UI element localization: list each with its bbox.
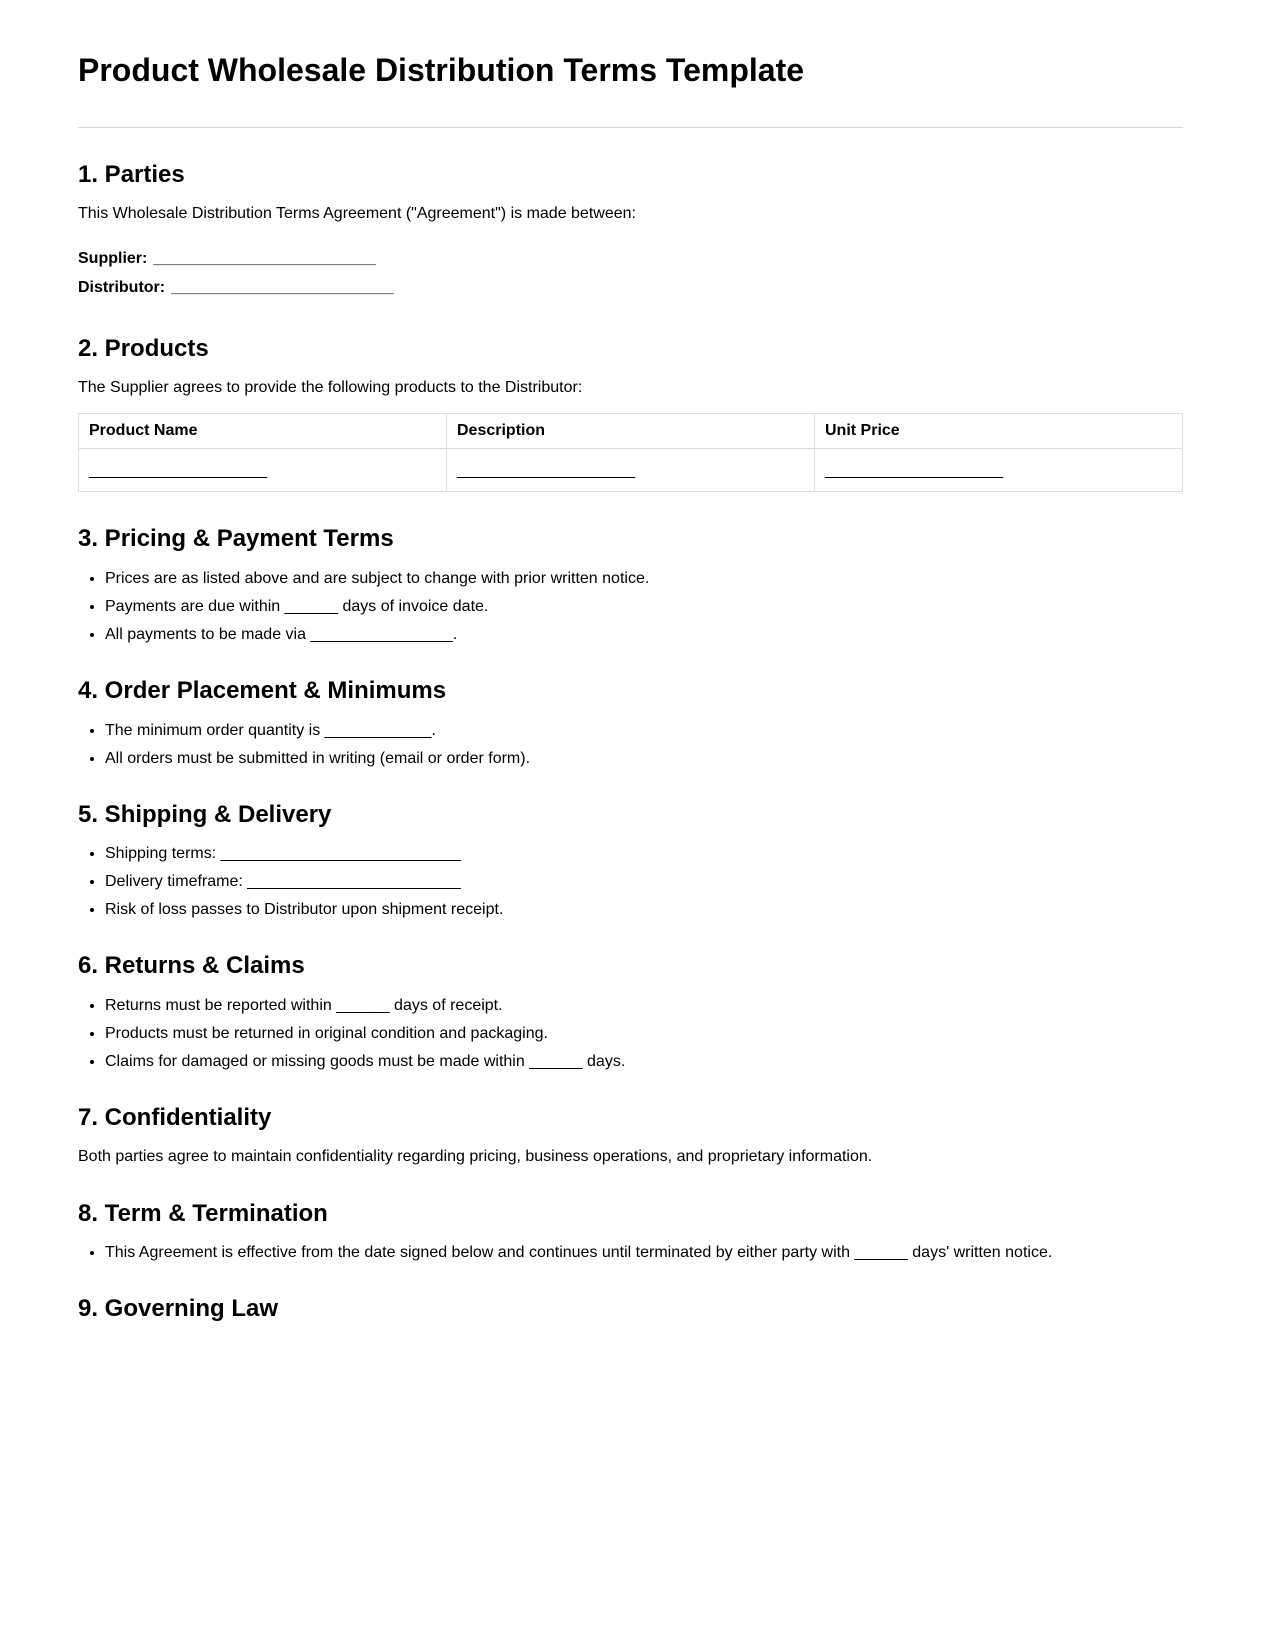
cell-product-name-blank: ____________________ [79, 449, 447, 492]
section-heading-term-termination: 8. Term & Termination [78, 1199, 328, 1227]
section-heading-confidentiality: 7. Confidentiality [78, 1103, 272, 1131]
section-returns-claims [78, 952, 1183, 1071]
bullet-item: • Delivery timeframe: ________________________ [105, 872, 1183, 891]
party-fields [78, 244, 1183, 302]
section-parties [78, 161, 1183, 302]
products-intro: The Supplier agrees to provide the following products to the Distributor: [78, 379, 583, 397]
distributor-label: Distributor: [78, 278, 166, 296]
bullet-item: • Risk of loss passes to Distributor upon shipment receipt. [105, 900, 1183, 919]
distributor-field [78, 273, 1183, 302]
section-heading-shipping-delivery: 5. Shipping & Delivery [78, 800, 332, 828]
section-pricing-payment [78, 525, 1183, 644]
bullet-item: • Claims for damaged or missing goods must be made within ______ days. [105, 1052, 1183, 1071]
cell-unit-price-blank: ____________________ [815, 449, 1183, 492]
column-header-product-name: Product Name [79, 414, 447, 449]
supplier-blank-line: _________________________ [153, 249, 376, 267]
bullet-item: • This Agreement is effective from the date signed below and continues until terminated by either party with ______ days' written notice. [105, 1243, 1183, 1262]
bullet-item: • Products must be returned in original condition and packaging. [105, 1024, 1183, 1043]
title-divider [78, 127, 1183, 128]
bullet-item: • The minimum order quantity is ____________. [105, 721, 1183, 740]
term-termination-bullet-list [78, 1243, 1183, 1262]
section-heading-pricing-payment: 3. Pricing & Payment Terms [78, 525, 394, 553]
bullet-item: • Shipping terms: ___________________________ [105, 844, 1183, 863]
confidentiality-text: Both parties agree to maintain confidentiality regarding pricing, business operations, and proprietary information. [78, 1148, 873, 1166]
page-title: Product Wholesale Distribution Terms Template [78, 52, 805, 88]
section-heading-order-placement: 4. Order Placement & Minimums [78, 676, 447, 704]
bullet-item: • Payments are due within ______ days of invoice date. [105, 597, 1183, 616]
column-header-description: Description [447, 414, 815, 449]
cell-description-blank: ____________________ [447, 449, 815, 492]
section-products [78, 335, 1183, 493]
parties-intro: This Wholesale Distribution Terms Agreement ("Agreement") is made between: [78, 205, 636, 223]
section-heading-governing-law: 9. Governing Law [78, 1295, 279, 1323]
shipping-delivery-bullet-list [78, 844, 1183, 919]
distributor-blank-line: _________________________ [171, 278, 394, 296]
products-table [78, 413, 1183, 492]
section-governing-law [78, 1295, 1183, 1323]
supplier-label: Supplier: [78, 249, 148, 267]
section-term-termination [78, 1200, 1183, 1263]
section-heading-products: 2. Products [78, 334, 209, 362]
returns-claims-bullet-list [78, 996, 1183, 1071]
pricing-payment-bullet-list [78, 569, 1183, 644]
bullet-item: • All payments to be made via ________________. [105, 625, 1183, 644]
bullet-item: • All orders must be submitted in writing (email or order form). [105, 749, 1183, 768]
supplier-field [78, 244, 1183, 273]
section-heading-parties: 1. Parties [78, 160, 185, 188]
bullet-item: • Returns must be reported within ______ days of receipt. [105, 996, 1183, 1015]
products-table-row [79, 449, 1183, 492]
section-heading-returns-claims: 6. Returns & Claims [78, 952, 305, 980]
order-placement-bullet-list [78, 721, 1183, 768]
section-confidentiality [78, 1104, 1183, 1167]
products-table-header-row [79, 414, 1183, 449]
bullet-item: • Prices are as listed above and are subject to change with prior written notice. [105, 569, 1183, 588]
section-order-placement [78, 677, 1183, 768]
column-header-unit-price: Unit Price [815, 414, 1183, 449]
section-shipping-delivery [78, 801, 1183, 920]
